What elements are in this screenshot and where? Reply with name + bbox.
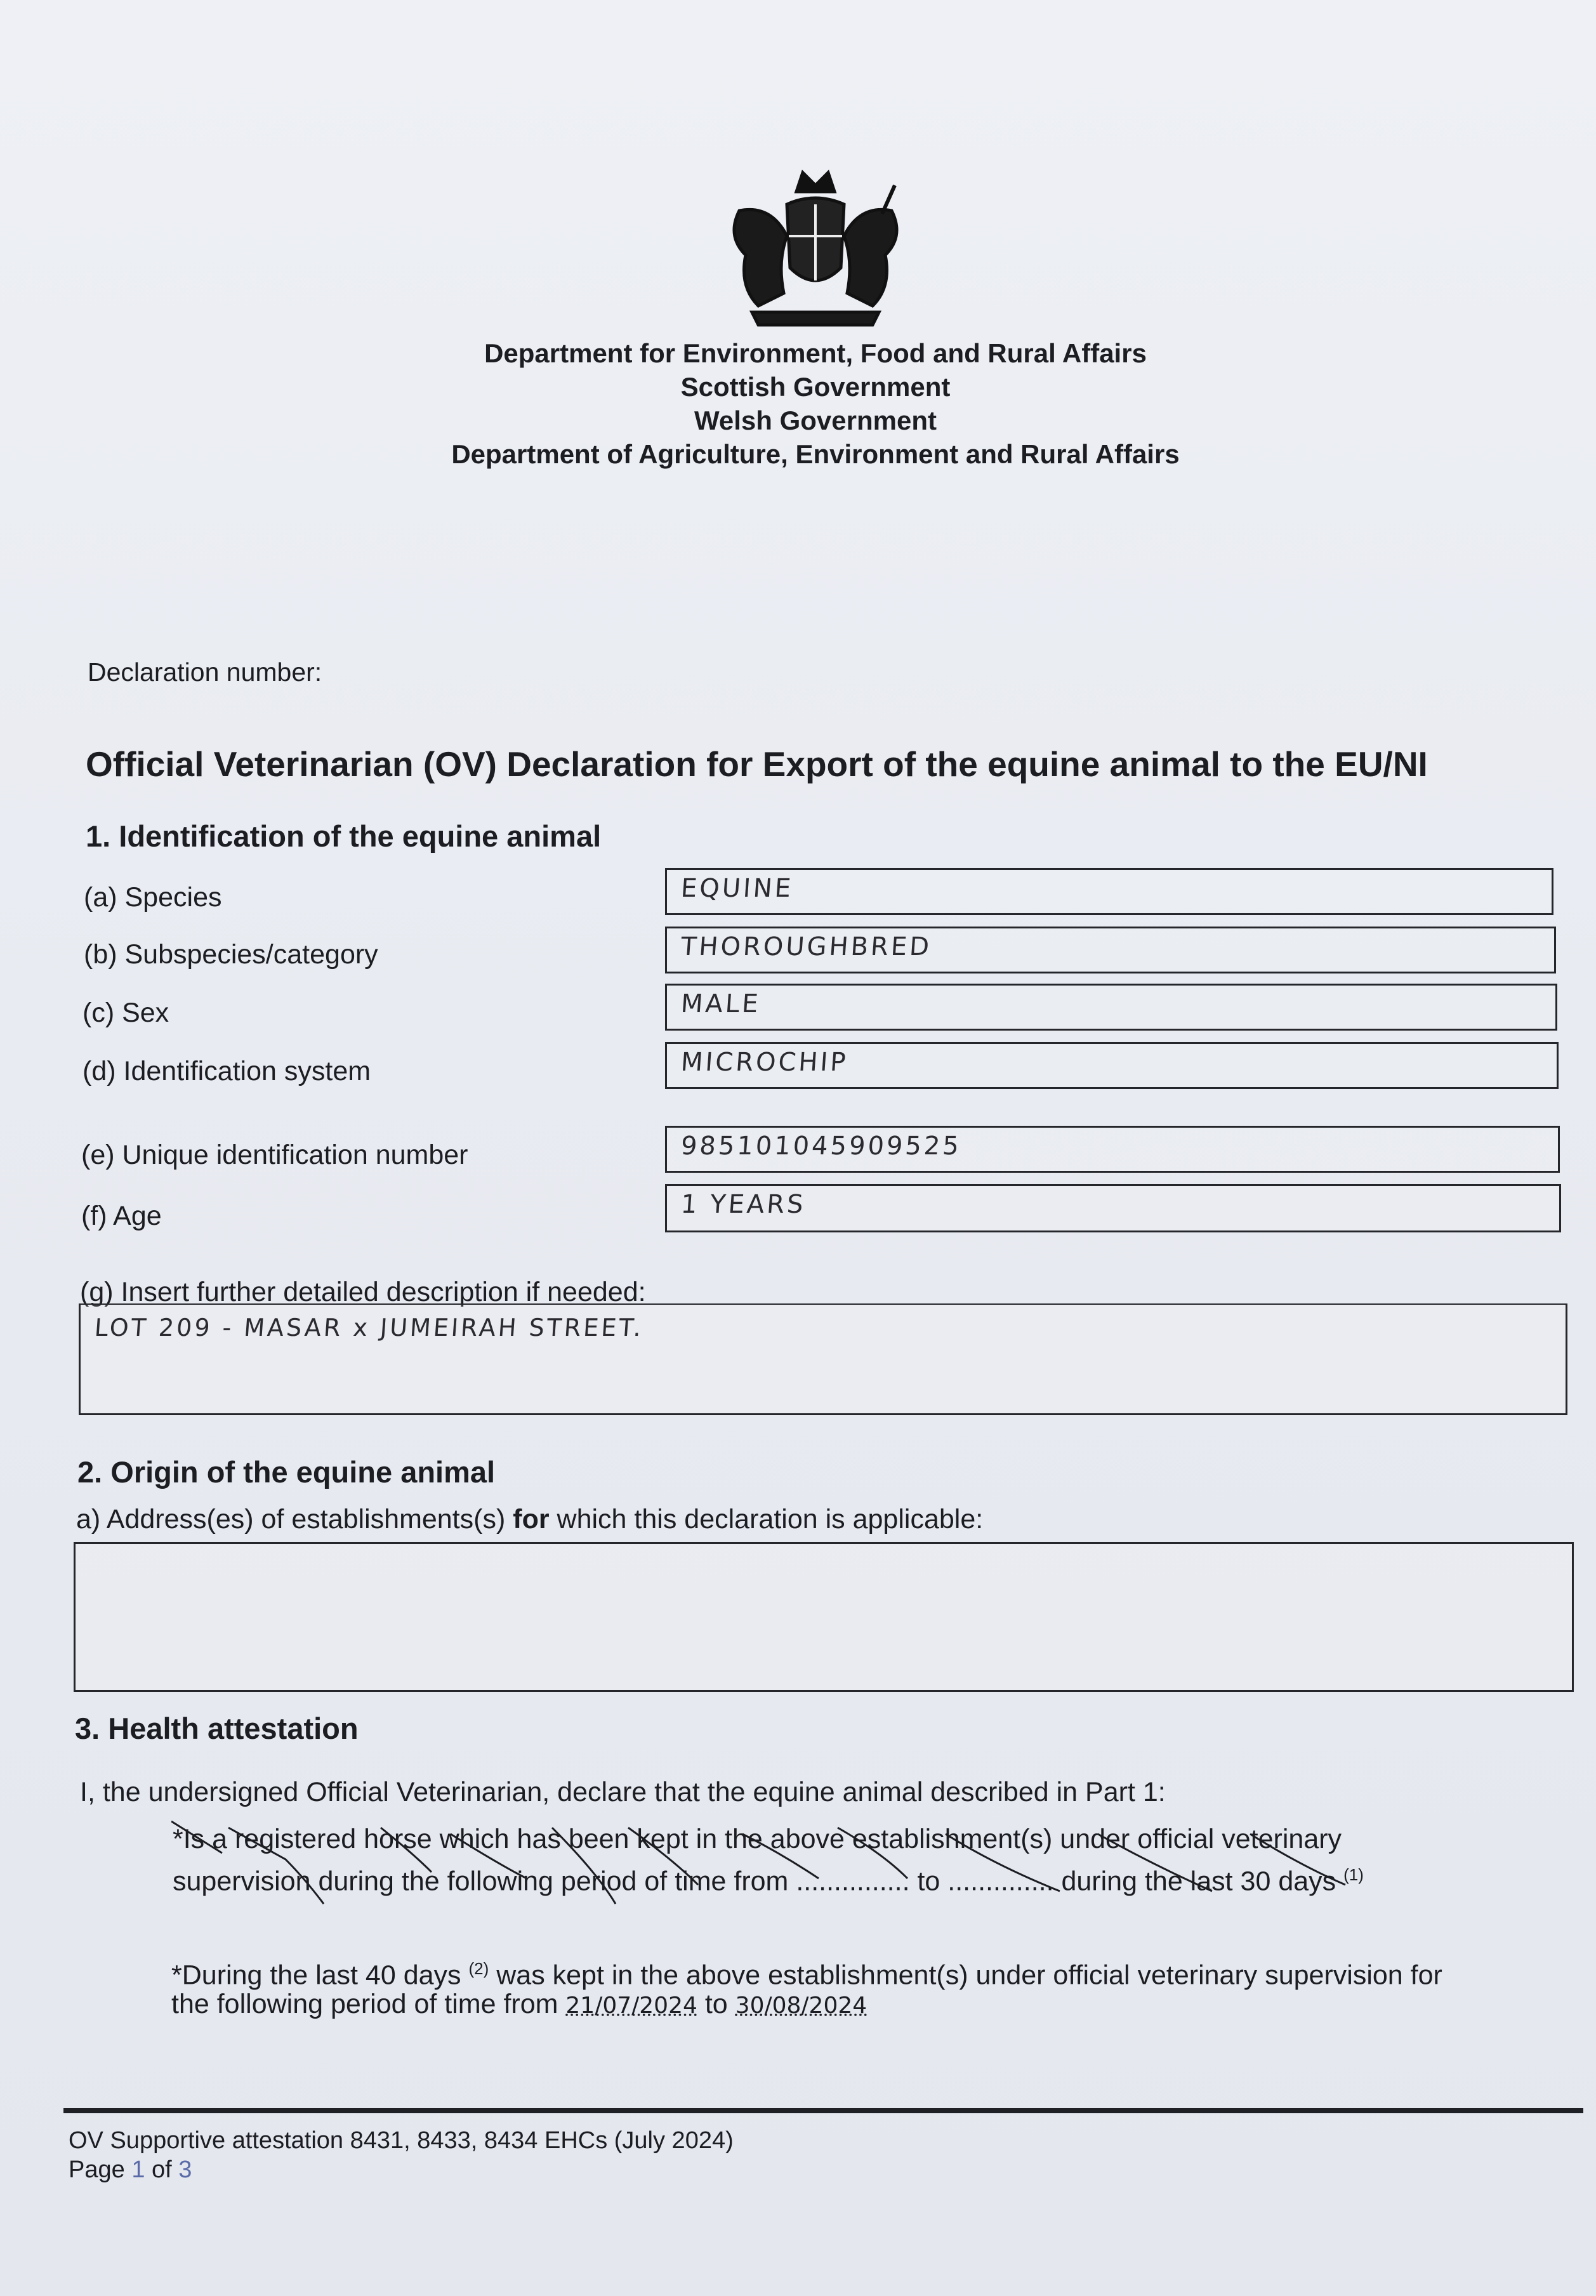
para2-line1-b: was kept in the above establishment(s) under official veterinary supervision for [489,1960,1442,1991]
id-system-label: (d) Identification system [82,1056,371,1086]
page-number [69,2155,734,2184]
para1-line1: *Is a registered horse which has been kept in the above establishment(s) under official veterinary [173,1824,1342,1854]
dept-scottish-gov: Scottish Government [680,372,951,402]
species-value: EQUINE [680,874,795,903]
footnote-ref-1: (1) [1343,1865,1364,1884]
attestation-intro: I, the undersigned Official Veterinarian, declare that the equine animal described in Part 1: [80,1777,1166,1807]
royal-coat-of-arms-icon [714,166,917,331]
dept-defra: Department for Environment, Food and Rural Affairs [484,338,1147,368]
id-system-value: MICROCHIP [680,1048,850,1077]
description-label: (g) Insert further detailed description if needed: [80,1277,646,1307]
sex-value: MALE [680,989,762,1019]
page-current: 1 [131,2156,145,2183]
unique-id-value: 985101045909525 [680,1132,963,1161]
para1-line2-text: supervision during the following period of time from ............... to .............. during the last 30 days [173,1866,1344,1897]
footnote-ref-2: (2) [468,1959,489,1978]
subspecies-label: (b) Subspecies/category [84,939,378,970]
date-to-value[interactable]: 30/08/2024 [735,1993,867,2019]
section1-title: 1. Identification of the equine animal [86,819,602,853]
declaration-number-label: Declaration number: [88,657,322,687]
subspecies-value: THOROUGHBRED [680,932,933,961]
age-label: (f) Age [81,1201,162,1231]
date-from-value[interactable]: 21/07/2024 [565,1993,697,2019]
species-label: (a) Species [84,882,222,913]
para2-line2-a: the following period of time from [171,1989,566,2019]
footer-divider [63,2108,1583,2113]
age-field[interactable] [665,1184,1561,1232]
description-value: LOT 209 - MASAR x JUMEIRAH STREET. [93,1314,645,1342]
section3-title: 3. Health attestation [75,1712,359,1745]
section2-title: 2. Origin of the equine animal [77,1455,496,1489]
address-label [76,1504,983,1535]
footer-reference: OV Supportive attestation 8431, 8433, 8434 EHCs (July 2024) [69,2127,734,2154]
species-field[interactable] [665,868,1553,915]
dept-daera: Department of Agriculture, Environment and Rural Affairs [451,439,1180,469]
sex-field[interactable] [665,984,1557,1031]
footer [69,2126,734,2184]
para2-line1-a: *During the last 40 days [171,1960,469,1991]
para2-line2 [171,1986,867,2024]
sex-label: (c) Sex [82,998,169,1028]
unique-id-field[interactable] [665,1126,1560,1173]
address-label-pre: a) Address(es) of establishments(s) [76,1504,513,1534]
address-field[interactable] [74,1542,1574,1692]
page-prefix: Page [69,2156,132,2183]
page-of: of [145,2156,179,2183]
subspecies-field[interactable] [665,927,1556,973]
department-header [0,336,1596,471]
id-system-field[interactable] [665,1042,1559,1089]
unique-id-label: (e) Unique identification number [81,1140,468,1170]
age-value: 1 YEARS [680,1190,807,1219]
strikethrough-marks [171,1815,1364,1923]
address-label-post: which this declaration is applicable: [549,1504,984,1534]
description-field[interactable] [79,1303,1567,1415]
page-total: 3 [178,2156,192,2183]
para2-to: to [697,1989,735,2019]
address-label-bold: for [513,1504,550,1534]
dept-welsh-gov: Welsh Government [694,406,937,435]
page-title: Official Veterinarian (OV) Declaration for Export of the equine animal to the EU/NI [86,744,1428,784]
